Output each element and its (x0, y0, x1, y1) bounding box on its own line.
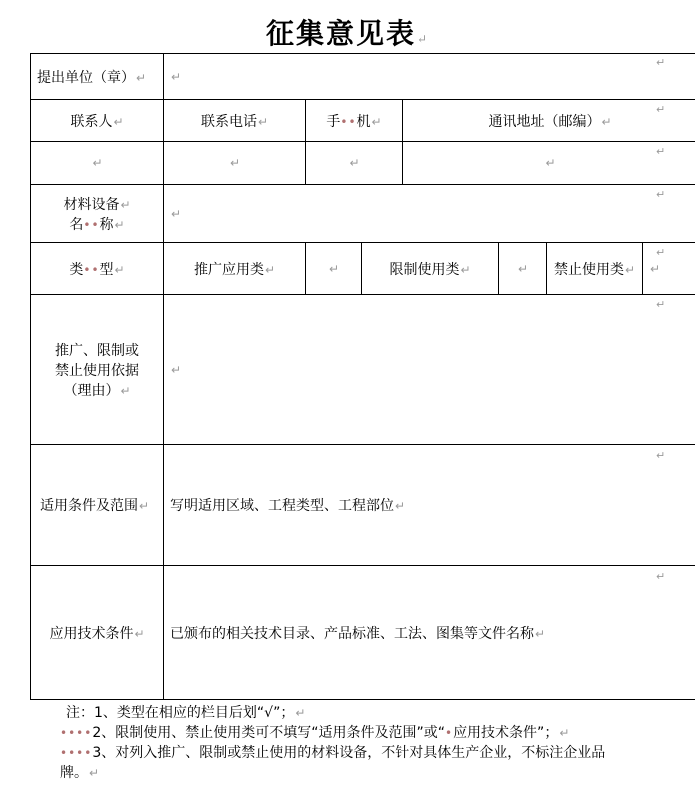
restrict-checkbox[interactable]: ↵ (499, 243, 547, 295)
basis-value[interactable]: ↵ (164, 295, 695, 445)
restrict-label: 限制使用类↵ (362, 243, 499, 295)
row-end-mark: ↵ (656, 246, 666, 259)
phone-value[interactable]: ↵ (164, 142, 306, 185)
ban-label: 禁止使用类↵ (547, 243, 643, 295)
row-contact-header (31, 100, 695, 142)
row-end-mark: ↵ (656, 570, 666, 583)
row-end-mark: ↵ (656, 298, 666, 311)
note-2: ••••2、限制使用、禁止使用类可不填写“适用条件及范围”或“•应用技术条件”；↵ (60, 725, 570, 741)
row-tech (31, 566, 695, 700)
unit-label: 提出单位（章）↵ (31, 54, 164, 100)
address-label: 通讯地址（邮编）↵ (403, 100, 695, 142)
row-end-mark: ↵ (656, 56, 666, 69)
contact-label: 联系人↵ (31, 100, 164, 142)
row-end-mark: ↵ (656, 145, 666, 158)
type-label: 类••型↵ (31, 243, 164, 295)
mobile-label: 手••机↵ (306, 100, 403, 142)
mobile-value[interactable]: ↵ (306, 142, 403, 185)
row-unit (31, 54, 695, 100)
row-contact-values (31, 142, 695, 185)
form-title: 征集意见表↵ (265, 17, 430, 50)
row-type (31, 243, 695, 295)
row-end-mark: ↵ (656, 188, 666, 201)
note-3: ••••3、对列入推广、限制或禁止使用的材料设备，不针对具体生产企业，不标注企业品牌。↵ (60, 745, 606, 781)
contact-value[interactable]: ↵ (31, 142, 164, 185)
note-1: 注：1、类型在相应的栏目后划“√”；↵ (66, 705, 306, 721)
scope-value[interactable]: 写明适用区域、工程类型、工程部位↵ (164, 445, 695, 566)
basis-label: 推广、限制或 禁止使用依据 （理由）↵ (31, 295, 164, 445)
row-material (31, 185, 695, 243)
promote-label: 推广应用类↵ (164, 243, 306, 295)
scope-label: 适用条件及范围↵ (31, 445, 164, 566)
notes (60, 703, 636, 783)
promote-checkbox[interactable]: ↵ (306, 243, 362, 295)
unit-value[interactable]: ↵ (164, 54, 695, 100)
phone-label: 联系电话↵ (164, 100, 306, 142)
opinion-form-table (30, 53, 695, 700)
row-scope (31, 445, 695, 566)
address-value[interactable]: ↵ (403, 142, 695, 185)
row-basis (31, 295, 695, 445)
tech-label: 应用技术条件↵ (31, 566, 164, 700)
material-value[interactable]: ↵ (164, 185, 695, 243)
tech-value[interactable]: 已颁布的相关技术目录、产品标准、工法、图集等文件名称↵ (164, 566, 695, 700)
row-end-mark: ↵ (656, 449, 666, 462)
material-label: 材料设备↵ 名••称↵ (31, 185, 164, 243)
row-end-mark: ↵ (656, 103, 666, 116)
ban-checkbox[interactable]: ↵ (643, 243, 695, 295)
paragraph-mark: ↵ (416, 32, 430, 46)
